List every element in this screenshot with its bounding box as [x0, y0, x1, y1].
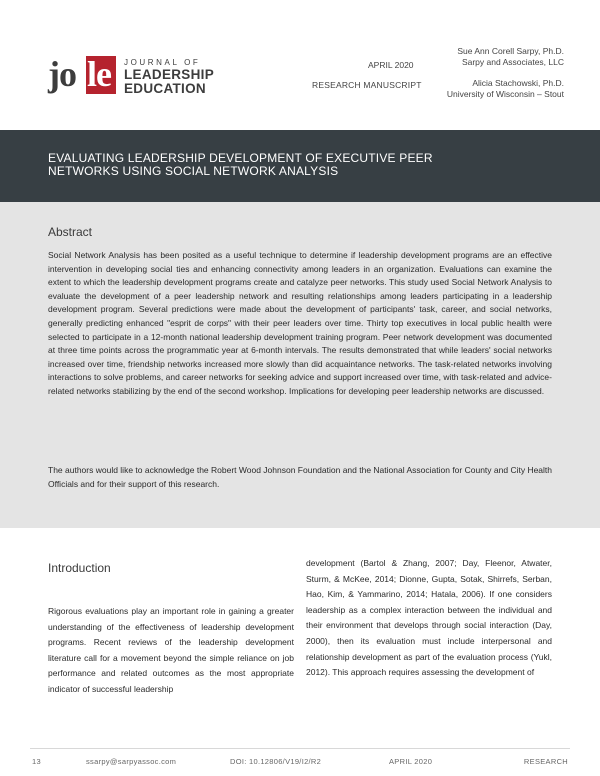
- footer-doi: DOI: 10.12806/V19/I2/R2: [230, 757, 322, 766]
- author2-name: Alicia Stachowski, Ph.D.: [472, 78, 564, 88]
- acknowledgment: The authors would like to acknowledge the Robert Wood Johnson Foundation and the National Association for County and City Health Officials and for their support of this research.: [48, 465, 553, 489]
- footer-email-link[interactable]: ssarpy@sarpyassoc.com: [86, 757, 177, 766]
- logo-journal-of: JOURNAL OF: [124, 58, 201, 67]
- journal-logo: [48, 52, 228, 100]
- logo-education: EDUCATION: [124, 81, 206, 96]
- logo-wordmark: [124, 58, 234, 96]
- author-block: [447, 46, 564, 100]
- introduction-column-left: Rigorous evaluations play an important role in gaining a greater understanding of the effectiveness of leadership development programs. Recent reviews of the leadership development literature call for a movement beyond the simple reliance on job performance and related outcomes as the most appropriate indicator of successful leadership: [48, 606, 294, 694]
- article-title: EVALUATING LEADERSHIP DEVELOPMENT OF EXECUTIVE PEER NETWORKS USING SOCIAL NETWORK ANALYSIS: [48, 151, 433, 178]
- abstract-body: Social Network Analysis has been posited as a useful technique to determine if leadership development programs are an effective intervention in developing social ties and enhancing connectivity among leaders in an organization. Evaluations can examine the extent to which the leadership development programs create and catalyze peer networks. This study used Social Network Analysis to evaluate the development of a peer leadership network and resulting relationships among leaders participating in a leadership development program. Several predictions were made about the development of participants' task, career, and social networks, generally predicting enhanced "esprit de corps" with their peer leaders over time. Thirty top executives in local public health were selected to participate in a 12-month national leadership development training program. Peer network development was documented at three time points across the programmatic year at 6-month intervals. The results demonstrated that while leaders' social networks increased over time, friendship networks increased more slowly than did acquaintance networks. The task-related networks involving interactions to solve problems, and career networks for seeking advice and support increased over time, with task-related and advice-related networks stabilizing by the end of the second workshop. Implications for developing peer leadership networks are discussed.: [48, 250, 552, 396]
- issue-date: APRIL 2020: [368, 60, 414, 70]
- logo-le: le: [87, 54, 111, 94]
- author2-affiliation: University of Wisconsin – Stout: [446, 89, 564, 99]
- abstract-heading: Abstract: [48, 225, 93, 239]
- introduction-heading: Introduction: [48, 561, 111, 575]
- footer-date: APRIL 2020: [389, 757, 433, 766]
- page-header: [0, 0, 600, 130]
- logo-mark: [48, 52, 118, 100]
- footer-divider: [30, 748, 570, 749]
- footer-type: RESEARCH: [523, 757, 568, 766]
- introduction-column-right: development (Bartol & Zhang, 2007; Day, Fleenor, Atwater, Sturm, & McKee, 2014; Dionne, Gupta, Sotak, Shirrefs, Serban, Hao, Kim, & Yammarino, 2014; Hatala, 2006). If one considers leadership as a complex interaction between the individual and their environment that develops through social interaction (Day, 2000), then its evaluation must include interpersonal and relationship development as part of the evaluation process (Yukl, 2012). This approach requires assessing the development of: [306, 558, 552, 678]
- page-number: 13: [32, 757, 41, 766]
- author1-affiliation: Sarpy and Associates, LLC: [461, 57, 564, 67]
- logo-leadership: LEADERSHIP: [124, 67, 215, 82]
- manuscript-type: RESEARCH MANUSCRIPT: [312, 80, 422, 90]
- logo-jo: jo: [48, 54, 76, 94]
- author1-name: Sue Ann Corell Sarpy, Ph.D.: [457, 46, 564, 56]
